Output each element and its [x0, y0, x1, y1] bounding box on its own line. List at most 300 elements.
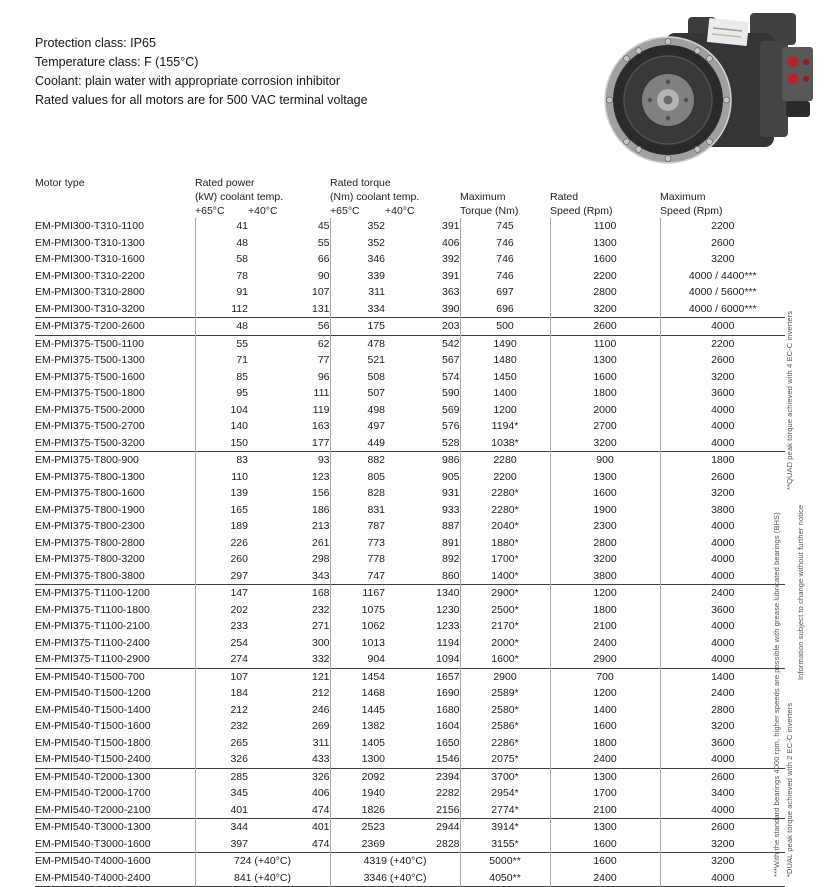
table-cell: 1200 [460, 402, 550, 419]
table-row [35, 651, 785, 668]
table-cell: 104 [195, 402, 248, 419]
spec-line: Rated values for all motors are for 500 VAC terminal voltage [35, 93, 368, 107]
table-cell: EM-PMI540-T2000-1700 [35, 787, 151, 799]
table-cell: 232 [311, 603, 330, 616]
table-cell: 724 (+40°C) [195, 853, 330, 870]
table-cell: 4000 [660, 418, 785, 435]
table-cell: 202 [195, 602, 248, 619]
table-cell: EM-PMI375-T1100-2100 [35, 620, 150, 632]
table-cell: 887 [441, 520, 460, 532]
table-cell: 4000 [660, 635, 785, 652]
table-cell: 1400 [550, 702, 660, 719]
table-cell: 77 [317, 354, 330, 366]
table-cell: 498 [330, 402, 385, 419]
table-cell: 2100 [550, 618, 660, 635]
table-cell: 891 [441, 536, 460, 549]
table-cell: 4000 [660, 618, 785, 635]
table-cell: 163 [311, 420, 330, 432]
table-cell: 41 [195, 218, 248, 235]
table-cell: 449 [330, 435, 385, 452]
table-row [35, 802, 785, 819]
table-cell: 3914* [460, 819, 550, 836]
table-cell: 297 [195, 568, 248, 585]
table-cell: 2600 [660, 819, 785, 836]
table-cell: 2600 [660, 768, 785, 785]
table-cell: EM-PMI540-T4000-1600 [35, 853, 195, 870]
table-cell: 401 [248, 819, 330, 836]
table-cell: 3200 [660, 251, 785, 268]
table-cell: 406 [441, 236, 460, 249]
table-cell: 5000** [460, 853, 550, 870]
table-cell: 107 [195, 668, 248, 685]
table-cell: 4319 (+40°C) [330, 853, 460, 870]
table-cell: 590 [441, 387, 460, 399]
table-cell: 433 [311, 753, 330, 765]
table-cell: 343 [311, 569, 330, 582]
table-cell: 78 [195, 268, 248, 285]
table-cell: 233 [195, 618, 248, 635]
table-cell: 66 [317, 253, 330, 265]
table-cell: EM-PMI540-T1500-2400 [35, 753, 151, 765]
table-cell: 933 [441, 503, 460, 516]
table-cell: 4000 [660, 518, 785, 535]
table-cell: 521 [330, 352, 385, 369]
table-cell: 274 [195, 651, 248, 668]
table-cell: 2200 [550, 268, 660, 285]
table-cell: EM-PMI540-T1500-1800 [35, 736, 151, 749]
table-cell: 300 [311, 636, 330, 649]
table-row [35, 284, 785, 301]
table-row [35, 635, 785, 652]
table-cell: 4000 [660, 751, 785, 768]
table-cell: 2586* [460, 718, 550, 735]
table-cell: 2170* [460, 618, 550, 635]
table-cell: 107 [311, 286, 330, 298]
table-cell: 2580* [460, 702, 550, 719]
table-row [35, 385, 785, 402]
table-cell: 1800 [550, 735, 660, 752]
table-cell: 2600 [660, 469, 785, 486]
table-row [35, 718, 785, 735]
table-cell: 363 [441, 286, 460, 298]
table-header [35, 176, 785, 218]
table-cell: 2800 [550, 284, 660, 301]
table-row [35, 251, 785, 268]
table-cell: 1600 [550, 853, 660, 870]
table-cell: 746 [460, 251, 550, 268]
table-cell: 55 [195, 335, 248, 352]
column-header-max-torque: Maximum [460, 191, 506, 203]
table-cell: 1167 [330, 585, 385, 602]
table-cell: 4000 [660, 870, 785, 887]
table-row [35, 585, 785, 602]
table-cell: 123 [311, 470, 330, 483]
table-cell: 3600 [660, 602, 785, 619]
table-cell: 700 [550, 668, 660, 685]
table-cell: 212 [311, 687, 330, 699]
table-cell: 93 [248, 452, 330, 469]
table-cell: EM-PMI375-T800-3200 [35, 553, 145, 565]
table-cell: 3400 [660, 785, 785, 802]
table-cell: 48 [195, 318, 248, 336]
spec-line: Temperature class: F (155°C) [35, 55, 199, 69]
table-row [35, 735, 785, 752]
table-cell: 3200 [660, 369, 785, 386]
table-row [35, 485, 785, 502]
table-cell: 261 [311, 536, 330, 549]
motor-end-face [605, 37, 731, 163]
table-cell: 85 [195, 369, 248, 386]
table-cell: 406 [311, 787, 330, 799]
table-row [35, 335, 785, 352]
table-cell: 3200 [660, 485, 785, 502]
table-cell: 189 [195, 518, 248, 535]
table-row [35, 853, 785, 870]
table-cell: EM-PMI540-T1500-1200 [35, 687, 151, 699]
table-cell: 1300 [550, 469, 660, 486]
table-cell: EM-PMI540-T3000-1600 [35, 837, 151, 850]
table-cell: 326 [248, 768, 330, 785]
table-cell: 2280 [460, 452, 550, 469]
table-cell: EM-PMI375-T800-3800 [35, 569, 145, 582]
table-cell: 574 [441, 370, 460, 383]
table-cell: 2400 [550, 635, 660, 652]
table-cell: 1100 [550, 218, 660, 235]
table-cell: 500 [460, 318, 550, 336]
motor-table-body [35, 218, 785, 887]
table-cell: 697 [460, 284, 550, 301]
table-cell: 150 [195, 435, 248, 452]
table-cell: 1013 [330, 635, 385, 652]
table-cell: 2700 [550, 418, 660, 435]
table-cell: 1400* [460, 568, 550, 585]
table-cell: 271 [311, 620, 330, 632]
column-header-torque-40: +40°C [385, 205, 415, 217]
column-subheader-torque-unit: (Nm) coolant temp. [330, 191, 420, 203]
table-cell: 1300 [550, 819, 660, 836]
table-cell: 2400 [660, 585, 785, 602]
table-cell: EM-PMI375-T500-1300 [35, 354, 145, 366]
table-cell: 3200 [660, 718, 785, 735]
table-cell: 2900* [460, 585, 550, 602]
table-cell: 213 [311, 520, 330, 532]
table-cell: 112 [195, 301, 248, 318]
spec-line: Protection class: IP65 [35, 36, 156, 50]
table-cell: 96 [317, 370, 330, 383]
table-cell: 1657 [385, 668, 460, 685]
table-cell: 285 [195, 768, 248, 785]
table-cell: 2394 [385, 768, 460, 785]
table-cell: 352 [330, 218, 385, 235]
table-cell: EM-PMI540-T1500-1400 [35, 703, 151, 716]
table-row [35, 469, 785, 486]
table-cell: EM-PMI375-T500-1800 [35, 387, 145, 399]
table-cell: 311 [312, 736, 330, 749]
table-cell: 1400 [460, 385, 550, 402]
table-cell: EM-PMI375-T800-2300 [35, 520, 145, 532]
table-cell: 805 [330, 469, 385, 486]
table-cell: 332 [311, 653, 330, 665]
table-row [35, 785, 785, 802]
table-cell: EM-PMI300-T310-3200 [35, 302, 145, 315]
table-cell: 339 [330, 268, 385, 285]
table-cell: 746 [460, 235, 550, 252]
table-cell: 246 [311, 703, 330, 716]
table-cell: 4000 [660, 551, 785, 568]
table-cell: 2954* [460, 785, 550, 802]
table-cell: 1300 [550, 352, 660, 369]
table-cell: 2900 [550, 651, 660, 668]
table-row [35, 418, 785, 435]
table-row [35, 502, 785, 519]
footnote-dual-peak-torque: *DUAL peak torque achieved with 2 EC-C inverters [785, 702, 794, 877]
table-cell: 2900 [460, 668, 550, 685]
table-cell: EM-PMI300-T310-1100 [35, 220, 144, 232]
motor-label [707, 18, 749, 46]
table-cell: 1600* [460, 651, 550, 668]
table-cell: 311 [330, 284, 385, 301]
spec-line: Coolant: plain water with appropriate corrosion inhibitor [35, 74, 341, 88]
table-row [35, 218, 785, 235]
table-cell: EM-PMI375-T500-2700 [35, 420, 145, 432]
table-row [35, 535, 785, 552]
table-cell: 3200 [550, 301, 660, 318]
table-cell: 569 [441, 403, 460, 416]
table-cell: 576 [441, 420, 460, 432]
table-cell: EM-PMI375-T800-1600 [35, 487, 145, 499]
table-cell: 4000 [660, 402, 785, 419]
table-row [35, 768, 785, 785]
table-cell: 212 [195, 702, 248, 719]
table-row [35, 702, 785, 719]
column-header-max-speed-unit: Speed (Rpm) [660, 205, 723, 217]
footnote-quad-peak-torque: **QUAD peak torque achieved with 4 EC-C inverters [785, 310, 794, 490]
table-cell: 1490 [460, 335, 550, 352]
table-cell: 254 [195, 635, 248, 652]
table-cell: 397 [195, 836, 248, 853]
table-cell: 497 [330, 418, 385, 435]
column-header-power-65: +65°C [195, 205, 225, 217]
table-cell: 773 [330, 535, 385, 552]
table-cell: 4000 [660, 651, 785, 668]
table-cell: EM-PMI375-T500-1600 [35, 370, 145, 383]
table-cell: 778 [330, 551, 385, 568]
table-cell: 2092 [330, 768, 385, 785]
table-cell: EM-PMI375-T200-2600 [35, 318, 195, 336]
table-cell: 507 [330, 385, 385, 402]
table-cell: 2200 [460, 469, 550, 486]
table-cell: 4000 / 6000*** [660, 301, 785, 318]
column-subheader-power-unit: (kW) coolant temp. [195, 191, 284, 203]
footnote-subject-to-change: Information subject to change without further notice [796, 504, 805, 680]
motor-spec-table [35, 176, 785, 887]
table-cell: 696 [460, 301, 550, 318]
table-cell: 71 [195, 352, 248, 369]
table-cell: EM-PMI375-T500-1100 [35, 335, 195, 352]
table-cell: EM-PMI540-T1500-700 [35, 668, 195, 685]
table-row [35, 836, 785, 853]
table-cell: 2774* [460, 802, 550, 819]
column-header-rated-torque: Rated torque [330, 177, 391, 189]
table-cell: 1038* [460, 435, 550, 452]
table-cell: 2944 [385, 819, 460, 836]
table-cell: 2600 [550, 318, 660, 336]
table-cell: 186 [311, 503, 330, 516]
table-cell: 3800 [550, 568, 660, 585]
table-cell: 841 (+40°C) [195, 870, 330, 887]
table-cell: 2400 [660, 685, 785, 702]
table-cell: 882 [330, 452, 385, 469]
electric-motor-photo [600, 5, 815, 170]
column-header-max-speed: Maximum [660, 191, 706, 203]
table-row [35, 235, 785, 252]
table-cell: EM-PMI540-T4000-2400 [35, 871, 151, 884]
table-cell: 474 [311, 803, 330, 816]
table-cell: 2200 [660, 335, 785, 352]
table-cell: 1075 [330, 602, 385, 619]
table-cell: 58 [195, 251, 248, 268]
table-cell: 900 [550, 452, 660, 469]
table-cell: EM-PMI300-T310-2200 [35, 269, 145, 282]
table-cell: 1600 [550, 251, 660, 268]
table-cell: 746 [460, 268, 550, 285]
table-cell: EM-PMI375-T500-3200 [35, 436, 145, 449]
table-cell: EM-PMI375-T500-2000 [35, 403, 145, 416]
table-cell: 1194* [460, 418, 550, 435]
table-cell: 346 [330, 251, 385, 268]
table-cell: 2523 [330, 819, 385, 836]
table-cell: 184 [195, 685, 248, 702]
column-header-motor-type: Motor type [35, 177, 85, 189]
table-cell: 392 [441, 253, 460, 265]
table-cell: 4000 [660, 318, 785, 336]
table-cell: 56 [248, 318, 330, 336]
table-cell: 1900 [550, 502, 660, 519]
table-cell: 391 [441, 269, 460, 282]
table-cell: 4000 / 4400*** [660, 268, 785, 285]
table-cell: 1194 [436, 636, 460, 649]
table-cell: 1445 [330, 702, 385, 719]
table-cell: 1600 [550, 836, 660, 853]
table-cell: 1300 [330, 751, 385, 768]
table-cell: 2000* [460, 635, 550, 652]
table-cell: 1382 [330, 718, 385, 735]
table-cell: 2369 [330, 836, 385, 853]
table-cell: 3700* [460, 768, 550, 785]
table-cell: 334 [330, 301, 385, 318]
table-cell: 828 [330, 485, 385, 502]
table-cell: 1826 [330, 802, 385, 819]
table-row [35, 602, 785, 619]
table-cell: 3200 [550, 551, 660, 568]
table-cell: 177 [311, 436, 330, 449]
table-cell: 1200 [550, 685, 660, 702]
table-cell: EM-PMI375-T800-2800 [35, 536, 145, 549]
table-cell: 111 [313, 387, 330, 399]
table-cell: 2280* [460, 502, 550, 519]
table-cell: 1400 [660, 668, 785, 685]
table-cell: 2828 [436, 837, 460, 850]
table-cell: 1680 [436, 703, 460, 716]
column-header-max-torque-unit: Torque (Nm) [460, 205, 519, 217]
table-cell: 2400 [550, 751, 660, 768]
table-cell: 1100 [550, 335, 660, 352]
table-cell: 1604 [436, 720, 460, 732]
table-cell: 232 [195, 718, 248, 735]
table-cell: 260 [195, 551, 248, 568]
table-cell: 165 [195, 502, 248, 519]
table-cell: 2286* [460, 735, 550, 752]
table-cell: 1405 [330, 735, 385, 752]
table-cell: 1546 [436, 753, 460, 765]
table-cell: 1340 [385, 585, 460, 602]
table-cell: 1700* [460, 551, 550, 568]
table-cell: 2800 [550, 535, 660, 552]
table-cell: 2200 [660, 218, 785, 235]
table-row [35, 402, 785, 419]
table-cell: 1650 [436, 736, 460, 749]
table-cell: 478 [330, 335, 385, 352]
table-row [35, 318, 785, 336]
table-cell: 3200 [660, 836, 785, 853]
table-cell: EM-PMI375-T1100-2900 [35, 653, 150, 665]
table-cell: 542 [385, 335, 460, 352]
table-cell: 391 [441, 220, 460, 232]
table-row [35, 369, 785, 386]
table-cell: EM-PMI375-T800-900 [35, 452, 195, 469]
table-cell: 62 [248, 335, 330, 352]
table-cell: 2500* [460, 602, 550, 619]
table-row [35, 268, 785, 285]
table-cell: 147 [195, 585, 248, 602]
table-cell: 4000 / 5600*** [660, 284, 785, 301]
table-cell: 83 [195, 452, 248, 469]
table-cell: 1800 [550, 385, 660, 402]
table-cell: 1800 [660, 452, 785, 469]
table-cell: 1600 [550, 485, 660, 502]
table-cell: 45 [317, 220, 330, 232]
table-row [35, 452, 785, 469]
table-cell: 175 [330, 318, 385, 336]
table-cell: EM-PMI300-T310-1600 [35, 253, 145, 265]
table-cell: 4000 [660, 568, 785, 585]
table-cell: EM-PMI375-T1100-1800 [35, 603, 150, 616]
table-cell: EM-PMI300-T310-2800 [35, 286, 145, 298]
table-cell: 860 [441, 569, 460, 582]
table-cell: 55 [317, 236, 330, 249]
table-cell: 2100 [550, 802, 660, 819]
table-cell: 905 [441, 470, 460, 483]
table-cell: 1600 [550, 718, 660, 735]
table-cell: EM-PMI375-T800-1900 [35, 503, 145, 516]
table-cell: 1300 [550, 235, 660, 252]
table-row [35, 518, 785, 535]
table-cell: 787 [330, 518, 385, 535]
column-header-rated-speed: Rated [550, 191, 579, 203]
table-cell: 1230 [436, 603, 460, 616]
table-cell: 2156 [436, 803, 460, 816]
table-cell: 121 [248, 668, 330, 685]
table-cell: 3346 (+40°C) [330, 870, 460, 887]
table-row [35, 668, 785, 685]
table-cell: 1880* [460, 535, 550, 552]
table-cell: 265 [195, 735, 248, 752]
table-cell: 1062 [330, 618, 385, 635]
table-cell: 2282 [436, 787, 460, 799]
table-cell: 3200 [660, 853, 785, 870]
table-cell: EM-PMI540-T2000-2100 [35, 803, 151, 816]
table-cell: 3200 [550, 435, 660, 452]
